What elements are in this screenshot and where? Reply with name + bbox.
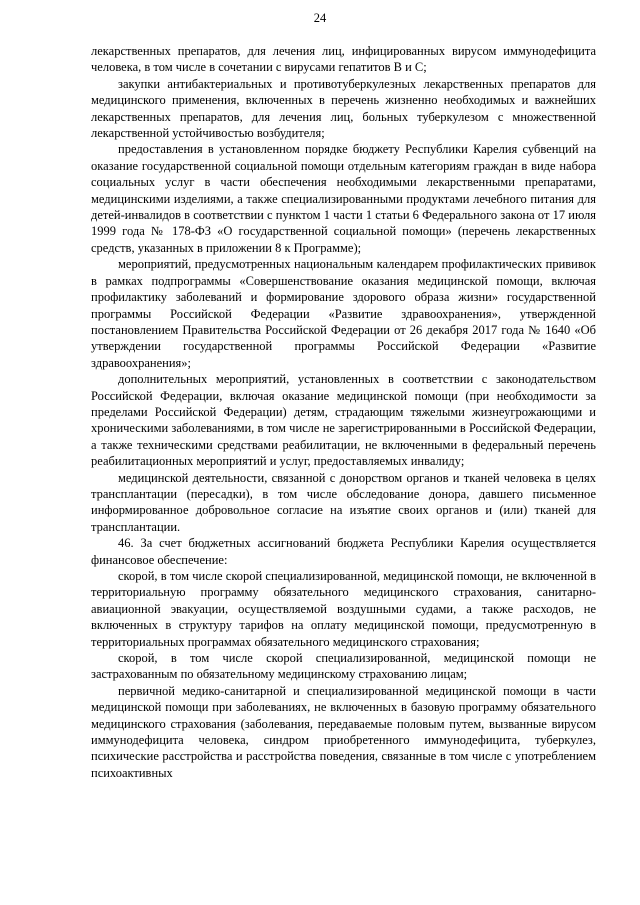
paragraph: скорой, в том числе скорой специализированной, медицинской помощи не застрахованным по обязательному медицинскому страхованию лицам; — [91, 651, 596, 682]
paragraph: дополнительных мероприятий, установленных в соответствии с законодательством Российской Федерации, включая оказание медицинской помощи (при необходимости за пределами Российской Федерации) детям, страдающим тяжелыми жизнеугрожающими и хроническими заболеваниями, в том числе не зарегистрированными в Российской Федерации, а также техническими средствами реабилитации, не включенными в федеральный перечень реабилитационных мероприятий и услуг, предоставляемых инвалиду; — [91, 372, 596, 469]
paragraph: мероприятий, предусмотренных национальным календарем профилактических прививок в рамках подпрограммы «Совершенствование оказания медицинской помощи, включая профилактику заболеваний и формирование здорового образа жизни» государственной программы Российской Федерации «Развитие здравоохранения», утвержденной постановлением Правительства Российской Федерации от 26 декабря 2017 года № 1640 «Об утверждении государственной программы Российской Федерации «Развитие здравоохранения»; — [91, 257, 596, 370]
paragraph: первичной медико-санитарной и специализированной медицинской помощи в части медицинской помощи при заболеваниях, не включенных в базовую программу обязательного медицинского страхования (заболевания, передаваемые половым путем, вызванные вирусом иммунодефицита человека, синдром приобретенного иммунодефицита, туберкулез, психические расстройства и расстройства поведения, связанные в том числе с употреблением психоактивных — [91, 683, 596, 780]
paragraph: лекарственных препаратов, для лечения лиц, инфицированных вирусом иммунодефицита человека, в том числе в сочетании с вирусами гепатитов B и C; — [91, 44, 596, 75]
paragraph: закупки антибактериальных и противотуберкулезных лекарственных препаратов для медицинского применения, включенных в перечень жизненно необходимых и важнейших лекарственных препаратов, для лечения лиц, больных туберкулезом с множественной лекарственной устойчивостью возбудителя; — [91, 76, 596, 141]
paragraph: медицинской деятельности, связанной с донорством органов и тканей человека в целях трансплантации (пересадки), в том числе обследование донора, давшего письменное информированное добровольное согласие на изъятие своих органов и (или) тканей для трансплантации. — [91, 470, 596, 534]
paragraph: предоставления в установленном порядке бюджету Республики Карелия субвенций на оказание государственной социальной помощи отдельным категориям граждан в виде набора социальных услуг в части обеспечения необходимыми лекарственными препаратами, медицинскими изделиями, а также специализированными продуктами лечебного питания для детей-инвалидов в соответствии с пунктом 1 части 1 статьи 6 Федерального закона от 17 июля 1999 года № 178-ФЗ «О государственной социальной помощи» (перечень лекарственных средств, указанных в приложении 8 к Программе); — [91, 142, 596, 255]
paragraph: скорой, в том числе скорой специализированной, медицинской помощи, не включенной в территориальную программу обязательного медицинского страхования, санитарно-авиационной эвакуации, осуществляемой воздушными судами, а также расходов, не включенных в структуру тарифов на оплату медицинской помощи, предусмотренную в территориальных программах обязательного медицинского страхования; — [91, 569, 596, 649]
document-body — [91, 43, 596, 781]
paragraph: 46. За счет бюджетных ассигнований бюджета Республики Карелия осуществляется финансовое обеспечение: — [91, 536, 596, 567]
page-number: 24 — [313, 11, 327, 25]
